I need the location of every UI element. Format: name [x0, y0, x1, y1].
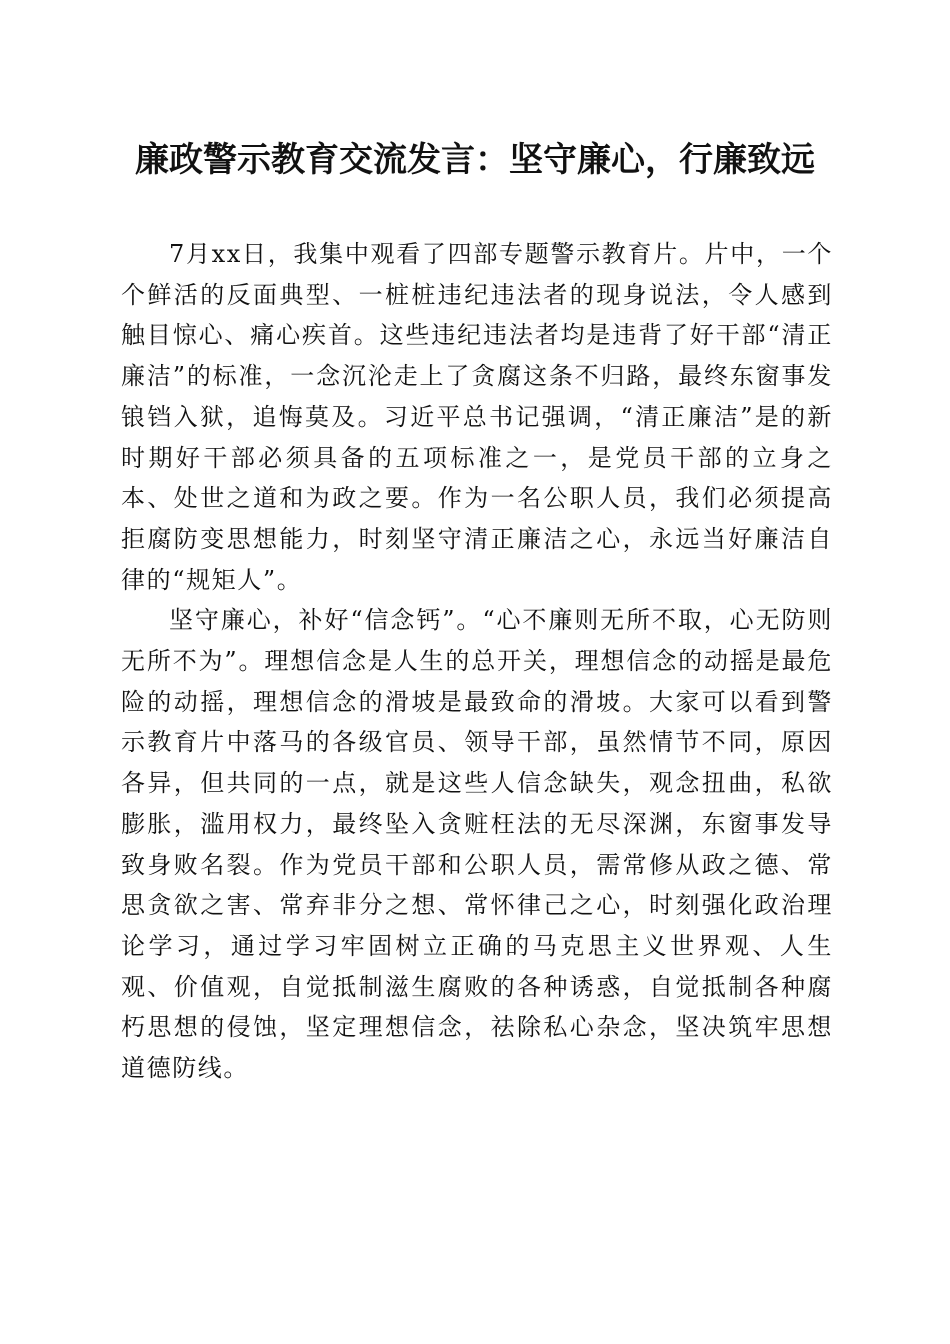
document-body: [121, 234, 833, 1089]
paragraph-2: 坚守廉心，补好“信念钙”。“心不廉则无所不取，心无防则无所不为”。理想信念是人生的总开关，理想信念的动摇是最危险的动摇，理想信念的滑坡是最致命的滑坡。大家可以看到警示教育片中落马的各级官员、领导干部，虽然情节不同，原因各异，但共同的一点，就是这些人信念缺失，观念扭曲，私欲膨胀，滥用权力，最终坠入贪赃枉法的无尽深渊，东窗事发导致身败名裂。作为党员干部和公职人员，需常修从政之德、常思贪欲之害、常弃非分之想、常怀律己之心，时刻强化政治理论学习，通过学习牢固树立正确的马克思主义世界观、人生观、价值观，自觉抵制滋生腐败的各种诱惑，自觉抵制各种腐朽思想的侵蚀，坚定理想信念，祛除私心杂念，坚决筑牢思想道德防线。: [121, 606, 833, 1083]
document-title: 廉政警示教育交流发言：坚守廉心，行廉致远: [135, 140, 815, 180]
paragraph-1: 7月xx日，我集中观看了四部专题警示教育片。片中，一个个鲜活的反面典型、一桩桩违纪违法者的现身说法，令人感到触目惊心、痛心疾首。这些违纪违法者均是违背了好干部“清正廉洁”的标准，一念沉沦走上了贪腐这条不归路，最终东窗事发锒铛入狱，追悔莫及。习近平总书记强调，“清正廉洁”是的新时期好干部必须具备的五项标准之一，是党员干部的立身之本、处世之道和为政之要。作为一名公职人员，我们必须提高拒腐防变思想能力，时刻坚守清正廉洁之心，永远当好廉洁自律的“规矩人”。: [121, 240, 833, 594]
